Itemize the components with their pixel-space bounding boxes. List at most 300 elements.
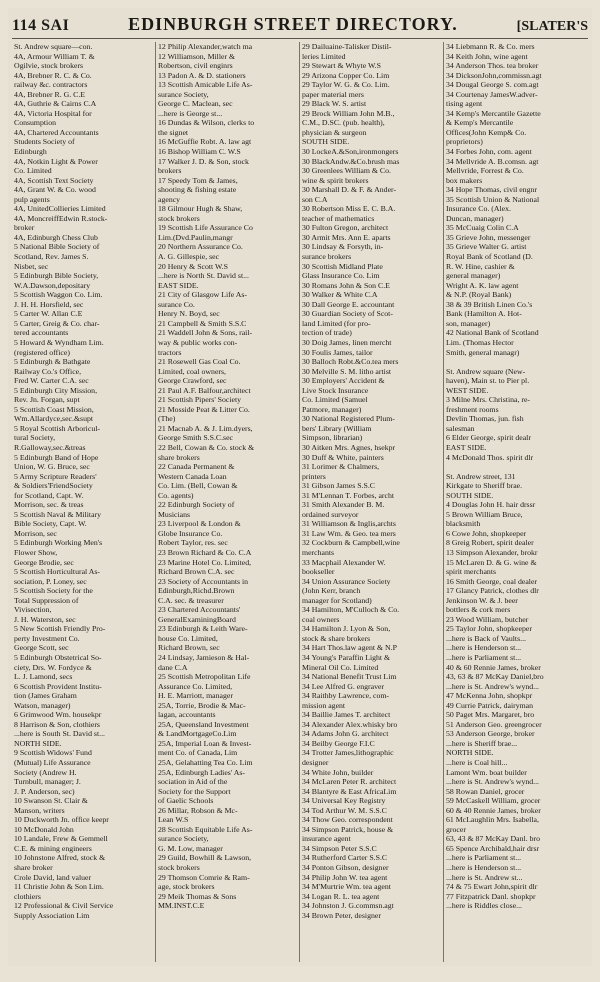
directory-entry-line: 34 Blantyre & East AfricaLim xyxy=(302,786,397,796)
directory-entry-line: 4 McDonald Thos. spirit dlr xyxy=(446,452,534,462)
directory-entry-line: 19 Scottish Life Assurance Co xyxy=(158,223,253,233)
directory-entry-line: L. J. Lamond, secs xyxy=(14,672,73,682)
directory-entry-line: age, stock brokers xyxy=(158,882,215,892)
directory-entry-line: 30 Guardian Society of Scot- xyxy=(302,309,393,319)
directory-entry-line: 31 Gibson James S.S.C xyxy=(302,481,375,491)
directory-entry-line: 30 Employers' Accident & xyxy=(302,376,385,386)
directory-entry-line: surance brokers xyxy=(302,252,352,262)
directory-entry-line: printers xyxy=(302,471,326,481)
directory-entry-line: W.A.Dawson,depositary xyxy=(14,280,91,290)
directory-entry-line: box makers xyxy=(446,175,483,185)
directory-entry-line: 65 Spence Archibald,hair drsr xyxy=(446,843,540,853)
directory-entry-line: Insurance Co. (Alex. xyxy=(446,204,511,214)
directory-entry-line: ...here is Sheriff brae... xyxy=(446,738,518,748)
directory-entry-line: spirit merchants xyxy=(446,567,497,577)
directory-entry-line: 50 Paget Mrs. Margaret, bro xyxy=(446,710,535,720)
directory-entry-line: J. H. H. Horsfield, sec xyxy=(14,299,84,309)
directory-entry-line: 21 Macnab A. & J. Lim.dyers, xyxy=(158,423,253,433)
directory-entry-line: R.Galloway,sec.&treas xyxy=(14,442,86,452)
publisher-mark: [SLATER'S xyxy=(516,19,588,34)
directory-entry-line: Manson, writers xyxy=(14,805,65,815)
directory-entry-line: Wright A. K. law agent xyxy=(446,280,519,290)
directory-entry-line: 30 Foulis James, tailor xyxy=(302,347,373,357)
directory-entry-line: 28 Scottish Equitable Life As- xyxy=(158,824,253,834)
directory-entry-line: 35 Scottish Union & National xyxy=(446,194,540,204)
directory-entry-line: ciety, Drs. W. Fordyce & xyxy=(14,662,92,672)
directory-entry-line: haven), Main st. to Pier pl. xyxy=(446,376,530,386)
directory-entry-line: 40 & 60 Rennie James, broker xyxy=(446,662,541,672)
directory-entry-line: 4A, Victoria Hospital for xyxy=(14,108,92,118)
directory-entry-line: 17 Walker J. D. & Son, stock xyxy=(158,156,249,166)
directory-entry-line: 34 Logan R. L. tea agent xyxy=(302,891,380,901)
directory-entry-line: C.E. & mining engineers xyxy=(14,843,92,853)
directory-entry-line: 35 Grieve Walter G. artist xyxy=(446,242,527,252)
directory-entry-line: surance Society, xyxy=(158,834,209,844)
directory-entry-line: 34 DicksonJohn,commissn.agt xyxy=(446,70,542,80)
directory-entry-line: 5 Carter, Greig & Co. char- xyxy=(14,318,100,328)
directory-entry-line: teacher of mathematics xyxy=(302,213,375,223)
directory-entry-line: 31 M'Lennan T. Forbes, archt xyxy=(302,490,395,500)
directory-entry-line: EAST SIDE. xyxy=(158,280,199,290)
directory-entry-line: (John Kerr, branch xyxy=(302,586,361,596)
directory-entry-line: & N.P. (Royal Bank) xyxy=(446,290,512,300)
directory-entry-line: 4A, UnitedCollieries Limited xyxy=(14,204,106,214)
directory-entry-line: ...here is Henderson st... xyxy=(446,643,522,653)
directory-entry-line: SOUTH SIDE. xyxy=(302,137,350,147)
directory-entry-line: 16 Smith George, coal dealer xyxy=(446,576,538,586)
directory-entry-line: designer xyxy=(302,758,329,768)
directory-entry-line: Co. Limited xyxy=(14,166,52,176)
directory-entry-line: 34 Forbes John, com. agent xyxy=(446,147,532,157)
directory-entry-line: 23 Liverpool & London & xyxy=(158,519,241,529)
directory-entry-line: 15 McLaren D. & G. wine & xyxy=(446,557,537,567)
directory-entry-line: Devlin Thomas, jun. fish xyxy=(446,414,524,424)
directory-entry-line: manager for Scotland) xyxy=(302,595,372,605)
directory-entry-line: Total Suppression of xyxy=(14,595,79,605)
directory-entry-line: 29 Dailuaine-Talisker Distil- xyxy=(302,42,392,51)
directory-entry-line: 5 Scottish Naval & Military xyxy=(14,509,102,519)
directory-entry-line: house Co. Limited, xyxy=(158,633,218,643)
directory-entry-line: 34 Courtenay JamesW.adver- xyxy=(446,89,538,99)
directory-entry-line: Henry N. Boyd, sec xyxy=(158,309,220,319)
directory-entry-line: Morrison, sec xyxy=(14,528,57,538)
directory-entry-line: 34 Keith John, wine agent xyxy=(446,51,528,61)
directory-entry-line: bottlers & cork mers xyxy=(446,605,511,615)
directory-entry-line: 29 Thomson Comrie & Ram- xyxy=(158,872,250,882)
directory-entry-line: 13 Simpson Alexander, brokr xyxy=(446,547,538,557)
directory-entry-line: 10 Johnstone Alfred, stock & xyxy=(14,853,106,863)
directory-entry-line: St. Andrew square (New- xyxy=(446,366,526,376)
directory-entry-line: ordained surveyor xyxy=(302,509,359,519)
directory-entry-line: & Kemp's Mercantile xyxy=(446,118,514,128)
directory-entry-line: Society for the Support xyxy=(158,786,231,796)
directory-entry-line: 34 Brown Peter, designer xyxy=(302,910,381,920)
directory-entry-line: 6 Scottish Provident Institu- xyxy=(14,681,102,691)
directory-entry-line: 8 Greig Robert, spirit dealer xyxy=(446,538,534,548)
directory-entry-line: ...here is St. Andrew st... xyxy=(446,872,523,882)
directory-page xyxy=(8,8,592,966)
directory-entry-line: 30 Dall George E. accountant xyxy=(302,299,395,309)
directory-entry-line: 5 Scottish Society for the xyxy=(14,586,93,596)
directory-entry-line: Society (Andrew H. xyxy=(14,767,77,777)
directory-entry-line: George Scott, sec xyxy=(14,643,69,653)
directory-entry-line: physician & surgeon xyxy=(302,127,367,137)
directory-entry-line: 16 Dundas & Wilson, clerks to xyxy=(158,118,255,128)
directory-entry-line: 30 Greenlees William & Co. xyxy=(302,166,391,176)
directory-entry-line: Edinburgh xyxy=(14,147,47,157)
directory-entry-line: Jenkinson W. & J. beer xyxy=(446,595,518,605)
directory-entry-line: Glass Insurance Co. Lim xyxy=(302,271,380,281)
directory-entry-line: ...here is South St. David st... xyxy=(14,729,105,739)
directory-entry-line: 30 Armit Mrs. Ann E. aparts xyxy=(302,232,391,242)
directory-entry-line: 4A, Armour William T. & xyxy=(14,51,95,61)
directory-entry-line: George C. Maclean, sec xyxy=(158,99,233,109)
directory-entry-line: (The) xyxy=(158,414,176,424)
directory-entry-line: 47 McKenna John, shopkpr xyxy=(446,691,533,701)
directory-entry-line: of Gaelic Schools xyxy=(158,796,214,806)
directory-entry-line: Consumption xyxy=(14,118,57,128)
directory-entry-line: ...here is St. Andrew's wynd... xyxy=(446,777,540,787)
directory-entry-line: 29 Brock William John M.B., xyxy=(302,108,395,118)
directory-entry-line: bers' Library (William xyxy=(302,423,372,433)
directory-entry-line: Flower Show, xyxy=(14,547,58,557)
directory-entry-line: (Mutual) Life Assurance xyxy=(14,758,91,768)
directory-entry-line: ...here is North St. David st... xyxy=(158,271,249,281)
directory-entry-line: 10 Swanson St. Clair & xyxy=(14,796,88,806)
directory-entry-line: 34 Trotter James,lithographic xyxy=(302,748,394,758)
directory-entry-line: 34 Thow Geo. correspondent xyxy=(302,815,393,825)
directory-entry-line: 34 Beilby George F.I.C xyxy=(302,738,375,748)
directory-entry-line: 34 Rutherford Carter S.S.C xyxy=(302,853,388,863)
directory-entry-line: J. P. Anderson, sec) xyxy=(14,786,75,796)
directory-entry-line: for Scotland, Capt. W. xyxy=(14,490,84,500)
directory-entry-line: 4A, Scottish Text Society xyxy=(14,175,94,185)
directory-entry-line: 49 Currie Patrick, dairyman xyxy=(446,700,534,710)
directory-entry-line: tion (James Graham xyxy=(14,691,77,701)
directory-entry-line: A. G. Gillespie, sec xyxy=(158,252,220,262)
directory-entry-line: Richard Brown, sec xyxy=(158,643,220,653)
directory-entry-line: 23 Brown Richard & Co. C.A xyxy=(158,547,252,557)
directory-entry-line: & Soldiers'FriendSociety xyxy=(14,481,93,491)
directory-entry-line: 21 City of Glasgow Life As- xyxy=(158,290,248,300)
directory-entry-line: 23 Chartered Accountants' xyxy=(158,605,241,615)
directory-entry-line: & LandMortgageCo.Lim xyxy=(158,729,237,739)
directory-entry-line: insurance agent xyxy=(302,834,351,844)
directory-entry-line: 59 McCaskell William, grocer xyxy=(446,796,541,806)
directory-entry-line: ...here is Parliament st... xyxy=(446,653,522,662)
directory-entry-line: J. H. Waterston, sec xyxy=(14,614,76,624)
directory-entry-line: H. E. Marriott, manager xyxy=(158,691,233,701)
directory-entry-line: 61 McLaughlin Mrs. Isabella, xyxy=(446,815,539,825)
directory-entry-line: brokers xyxy=(158,166,182,176)
directory-entry-line: 34 Simpson Peter S.S.C xyxy=(302,843,377,853)
directory-entry-line: 34 Young's Paraffin Light & xyxy=(302,653,391,662)
directory-entry-line: 5 Howard & Wyndham Lim. xyxy=(14,337,104,347)
directory-entry-line: 30 Melville S. M. litho artist xyxy=(302,366,392,376)
directory-entry-line: Morrison, sec. & treas xyxy=(14,500,84,510)
directory-entry-line: 34 Baillie James T. architect xyxy=(302,710,391,720)
directory-entry-line: proprietors) xyxy=(446,137,483,147)
directory-entry-line: Bank (Hamilton A. Hot- xyxy=(446,309,522,319)
directory-entry-line: 30 Doig James, linen mercht xyxy=(302,337,392,347)
directory-entry-line: 34 Lee Alfred G. engraver xyxy=(302,681,385,691)
directory-entry-line: Edinburgh,Richd.Brown xyxy=(158,586,235,596)
directory-entry-line: mission agent xyxy=(302,700,346,710)
directory-entry-line: 53 Anderson George, broker xyxy=(446,729,535,739)
directory-entry-line: 34 White John, builder xyxy=(302,767,374,777)
directory-columns xyxy=(12,42,588,962)
directory-entry-line: 35 McCuaig Colin C.A xyxy=(446,223,519,233)
directory-title: EDINBURGH STREET DIRECTORY. xyxy=(128,14,458,34)
directory-entry-line: 12 Professional & Civil Service xyxy=(14,901,114,911)
directory-entry-line: land Limited (for pro- xyxy=(302,318,371,328)
directory-entry-line: 34 Dougal George S. com.agt xyxy=(446,80,539,90)
directory-entry-line: 34 Philip John W. tea agent xyxy=(302,872,388,882)
directory-entry-line: 34 Union Assurance Society xyxy=(302,576,391,586)
directory-entry-line: 22 Canada Permanent & xyxy=(158,462,235,472)
directory-entry-line: 31 Lorimer & Chalmers, xyxy=(302,462,380,472)
directory-entry-line: 30 LockeA.&Son,ironmongers xyxy=(302,147,399,157)
directory-entry-line: merchants xyxy=(302,547,335,557)
directory-entry-line: 4A, Brebner R. G. C.E xyxy=(14,89,86,99)
directory-entry-line: leries Limited xyxy=(302,51,346,61)
directory-entry-line: 29 Taylor W. G. & Co. Lim. xyxy=(302,80,390,90)
directory-entry-line: 4A, Brebner R. C. & Co. xyxy=(14,70,92,80)
directory-entry-line xyxy=(446,357,586,367)
directory-entry-line: 23 Wood William, butcher xyxy=(446,614,529,624)
directory-entry-line: 5 Edinburgh City Mission, xyxy=(14,385,98,395)
directory-entry-line: 30 Lindsay & Forsyth, in- xyxy=(302,242,384,252)
page-number: 114 SAI xyxy=(12,17,70,34)
directory-entry-line: 5 Edinburgh Bible Society, xyxy=(14,271,99,281)
directory-entry-line: WEST SIDE. xyxy=(446,385,489,395)
directory-entry-line: Fred W. Carter C.A. sec xyxy=(14,376,89,386)
directory-entry-line: 30 Marshall D. & F. & Ander- xyxy=(302,185,397,195)
directory-entry-line: stock brokers xyxy=(158,863,200,873)
directory-entry-line: 34 Simpson Patrick, house & xyxy=(302,824,394,834)
directory-entry-line: 5 Scottish Waggon Co. Lim. xyxy=(14,290,103,300)
directory-entry-line: shooting & fishing estate xyxy=(158,185,237,195)
directory-entry-line: Co. Lim. (Bell, Cowan & xyxy=(158,481,238,491)
directory-entry-line: (registered office) xyxy=(14,347,70,357)
directory-entry-line: Co. Limited (Samuel xyxy=(302,395,368,405)
directory-entry-line: ...here is St. Andrew's wynd... xyxy=(446,681,540,691)
directory-entry-line: 35 Grieve John, messenger xyxy=(446,232,531,242)
directory-entry-line: Railway Co.'s Office, xyxy=(14,366,82,376)
directory-entry-line: Lean W.S xyxy=(158,815,189,825)
directory-entry-line: 21 Mosside Peat & Litter Co. xyxy=(158,404,250,414)
directory-entry-line: paper material mers xyxy=(302,89,364,99)
directory-entry-line: Royal Bank of Scotland (D. xyxy=(446,252,533,262)
directory-entry-line: stock & share brokers xyxy=(302,633,371,643)
directory-entry-line: 34 Adams John G. architect xyxy=(302,729,389,739)
directory-entry-line: railway &c. contractors xyxy=(14,80,88,90)
directory-entry-line: 34 Alexander Alex.whisky bro xyxy=(302,719,398,729)
page-header xyxy=(12,14,588,39)
directory-entry-line: dane C.A xyxy=(158,662,188,672)
directory-entry-line: 4A, MoncreiffEdwin R.stock- xyxy=(14,213,108,223)
directory-entry-line: 31 Law Wm. & Geo. tea mers xyxy=(302,528,396,538)
directory-entry-line: Western Canada Loan xyxy=(158,471,227,481)
directory-entry-line: 30 Robertson Miss E. C. B.A. xyxy=(302,204,396,214)
directory-entry-line: ...here is Back of Vaults... xyxy=(446,633,526,643)
directory-entry-line: 34 Hamilton, M'Culloch & Co. xyxy=(302,605,400,615)
directory-entry-line: MM.INST.C.E xyxy=(158,901,205,911)
directory-entry-line: 34 Universal Key Registry xyxy=(302,796,386,806)
directory-entry-line: 30 National Registered Plum- xyxy=(302,414,395,424)
directory-entry-line: NORTH SIDE. xyxy=(446,748,494,758)
directory-entry-line: ...here is Riddles close... xyxy=(446,901,523,911)
directory-entry-line: Mineral Oil Co. Limited xyxy=(302,662,379,672)
directory-entry-line: NORTH SIDE. xyxy=(14,738,62,748)
directory-entry-line: 23 Edinburgh & Leith Ware- xyxy=(158,624,248,634)
directory-entry-line: share brokers xyxy=(158,452,200,462)
directory-entry-line: 21 Campbell & Smith S.S.C xyxy=(158,318,247,328)
directory-entry-line: 16 McGuffie Robt. A. law agt xyxy=(158,137,252,147)
directory-entry-line: 33 Macphail Alexander W. xyxy=(302,557,386,567)
directory-entry-line: C.M., D.SC. (pub. health), xyxy=(302,118,385,128)
directory-entry-line: 9 Scottish Widows' Fund xyxy=(14,748,92,758)
directory-entry-line: 34 Hart Thos.law agent & N.P xyxy=(302,643,397,653)
directory-entry-line: tered accountants xyxy=(14,328,69,338)
directory-entry-line: 5 Edinburgh Obstetrical So- xyxy=(14,653,102,662)
directory-entry-line: 4A, Edinburgh Chess Club xyxy=(14,232,98,242)
directory-entry-line: 31 Smith Alexander B. M. xyxy=(302,500,385,510)
directory-entry-line: Assurance Co. Limited, xyxy=(158,681,233,691)
directory-entry-line: Wm.Allardyce,sec.&supt xyxy=(14,414,94,424)
directory-entry-line: 13 Scottish Amicable Life As- xyxy=(158,80,253,90)
directory-entry-line: 4A, Guthrie & Cairns C.A xyxy=(14,99,97,109)
directory-entry-line: Duncan, manager) xyxy=(446,213,504,223)
directory-entry-line: 23 Society of Accountants in xyxy=(158,576,249,586)
directory-entry-line: Bible Society, Capt. W. xyxy=(14,519,87,529)
column-1 xyxy=(12,42,156,962)
directory-entry-line: Globe Insurance Co. xyxy=(158,528,223,538)
directory-entry-line: 5 Scottish Horticultural As- xyxy=(14,567,100,577)
directory-entry-line: 4A, Notkin Light & Power xyxy=(14,156,98,166)
directory-entry-line: 74 & 75 Ewart John,spirit dlr xyxy=(446,882,538,892)
directory-entry-line: tection of trade) xyxy=(302,328,352,338)
directory-entry-line: surance Society, xyxy=(158,89,209,99)
directory-entry-line: 60 & 40 Rennie James, broker xyxy=(446,805,541,815)
directory-entry-line: George Smith S.S.C.sec xyxy=(158,433,234,443)
directory-entry-line: 5 Scottish Coast Mission, xyxy=(14,404,94,414)
directory-entry-line: Robertson, civil enginrs xyxy=(158,61,233,71)
directory-entry-line: 34 Liebmann R. & Co. mers xyxy=(446,42,535,51)
directory-entry-line: St. Andrew street, 131 xyxy=(446,471,516,481)
directory-entry-line: 29 Stewart & Whyte W.S xyxy=(302,61,381,71)
directory-entry-line: 63, 43 & 87 McKay Danl. bro xyxy=(446,834,540,844)
directory-entry-line: Turnbull, manager; J. xyxy=(14,777,81,787)
directory-entry-line: 30 Aitken Mrs. Agnes, hsekpr xyxy=(302,442,396,452)
directory-entry-line: 30 Duff & White, painters xyxy=(302,452,384,462)
directory-entry-line: Limited, coal owners, xyxy=(158,366,226,376)
directory-entry-line: GeneralExaminingBoard xyxy=(158,614,236,624)
directory-entry-line: Lamont Wm. boat builder xyxy=(446,767,527,777)
directory-entry-line: 25A, Gelahatting Tea Co. Lim xyxy=(158,758,253,768)
directory-entry-line: 10 McDonald John xyxy=(14,824,74,834)
directory-entry-line: 5 Edinburgh & Bathgate xyxy=(14,357,91,367)
directory-entry-line: G. M. Low, manager xyxy=(158,843,223,853)
directory-entry-line: Supply Association Lim xyxy=(14,910,90,920)
directory-entry-line: 30 Walker & White C.A xyxy=(302,290,378,300)
directory-entry-line: Patmore, manager) xyxy=(302,404,362,414)
directory-entry-line: 21 Scottish Pipers' Society xyxy=(158,395,242,405)
directory-entry-line: coal owners xyxy=(302,614,340,624)
directory-entry-line: Vivisection, xyxy=(14,605,52,615)
directory-entry-line: Nisbet, sec xyxy=(14,261,49,271)
directory-entry-line: 4A, Grant W. & Co. wood xyxy=(14,185,96,195)
directory-entry-line: clothiers xyxy=(14,891,41,901)
directory-entry-line: ...here is George st... xyxy=(158,108,223,118)
directory-entry-line: 34 Hamilton J. Lyon & Son, xyxy=(302,624,391,634)
directory-entry-line: Mellvride, Forrest & Co. xyxy=(446,166,524,176)
directory-entry-line: EAST SIDE. xyxy=(446,442,487,452)
directory-entry-line: Union, W. G. Bruce, sec xyxy=(14,462,90,472)
directory-entry-line: Offices(John Kemp& Co. xyxy=(446,127,527,137)
directory-entry-line: 5 Army Scripture Readers' xyxy=(14,471,97,481)
directory-entry-line: 3 Milne Mrs. Christina, re- xyxy=(446,395,531,405)
directory-entry-line: 34 Johnston J. G.commsn.agt xyxy=(302,901,394,911)
directory-entry-line: Richard Brown C.A. sec xyxy=(158,567,235,577)
column-3 xyxy=(300,42,444,962)
directory-entry-line: 34 Ponton Gibson, designer xyxy=(302,863,389,873)
directory-entry-line: 12 Williamson, Miller & xyxy=(158,51,236,61)
directory-entry-line: 30 BlackAndw.&Co.brush mas xyxy=(302,156,400,166)
directory-entry-line: 34 Mellvride A. B.comsn. agt xyxy=(446,156,539,166)
directory-entry-line: Simpson, librarian) xyxy=(302,433,363,443)
directory-entry-line: 29 Arizona Copper Co. Lim xyxy=(302,70,390,80)
directory-entry-line: 25A, Queensland Investment xyxy=(158,719,249,729)
directory-entry-line: 13 Padon A. & D. stationers xyxy=(158,70,246,80)
directory-entry-line: Students Society of xyxy=(14,137,75,147)
directory-entry-line: Watson, manager) xyxy=(14,700,71,710)
directory-entry-line: Scotland, Rev. James S. xyxy=(14,252,89,262)
directory-entry-line: SOUTH SIDE. xyxy=(446,490,494,500)
directory-entry-line: sociation, P. Loney, sec xyxy=(14,576,87,586)
directory-entry-line: 34 Hope Thomas, civil engnr xyxy=(446,185,538,195)
directory-entry-line: ...here is Parliament st... xyxy=(446,853,522,863)
directory-entry-line: 20 Henry & Scott W.S xyxy=(158,261,228,271)
directory-entry-line: ...here is Coal hill... xyxy=(446,758,508,768)
directory-entry-line: 16 Bishop William C. W.S xyxy=(158,147,241,157)
directory-entry-line: 23 Marine Hotel Co. Limited, xyxy=(158,557,252,567)
directory-entry-line: R. W. Hine, cashier & xyxy=(446,261,515,271)
directory-entry-line: tractors xyxy=(158,347,182,357)
directory-entry-line: George Crawford, sec xyxy=(158,376,227,386)
directory-entry-line: grocer xyxy=(446,824,466,834)
directory-entry-line: Kirkgate to Sheriff brae. xyxy=(446,481,523,491)
directory-entry-line: surance Co. xyxy=(158,299,195,309)
directory-entry-line: 21 Waddell John & Sons, rail- xyxy=(158,328,253,338)
directory-entry-line: 10 Duckworth Jn. office keepr xyxy=(14,815,109,825)
directory-entry-line: 5 New Scottish Friendly Pro- xyxy=(14,624,106,634)
directory-entry-line: freshment rooms xyxy=(446,404,499,414)
directory-entry-line: bookseller xyxy=(302,567,335,577)
directory-entry-line: 22 Edinburgh Society of xyxy=(158,500,235,510)
directory-entry-line: 58 Rowan Daniel, grocer xyxy=(446,786,525,796)
directory-entry-line: 34 Raithby Lawrence, com- xyxy=(302,691,390,701)
directory-entry-line: tural Society, xyxy=(14,433,56,443)
directory-entry-line: 6 Elder George, spirit dealr xyxy=(446,433,531,443)
directory-entry-line: 38 & 39 British Linen Co.'s xyxy=(446,299,533,309)
directory-entry-line: 25A, Edinburgh Ladies' As- xyxy=(158,767,246,777)
directory-entry-line: 34 National Benefit Trust Lim xyxy=(302,672,397,682)
directory-entry-line: 6 Cowe John, shopkeeper xyxy=(446,528,527,538)
directory-entry-line: 4 Douglas John H. hair drssr xyxy=(446,500,536,510)
directory-entry-line: share broker xyxy=(14,863,53,873)
directory-entry-line: 10 Landale, Frew & Gemmell xyxy=(14,834,108,844)
